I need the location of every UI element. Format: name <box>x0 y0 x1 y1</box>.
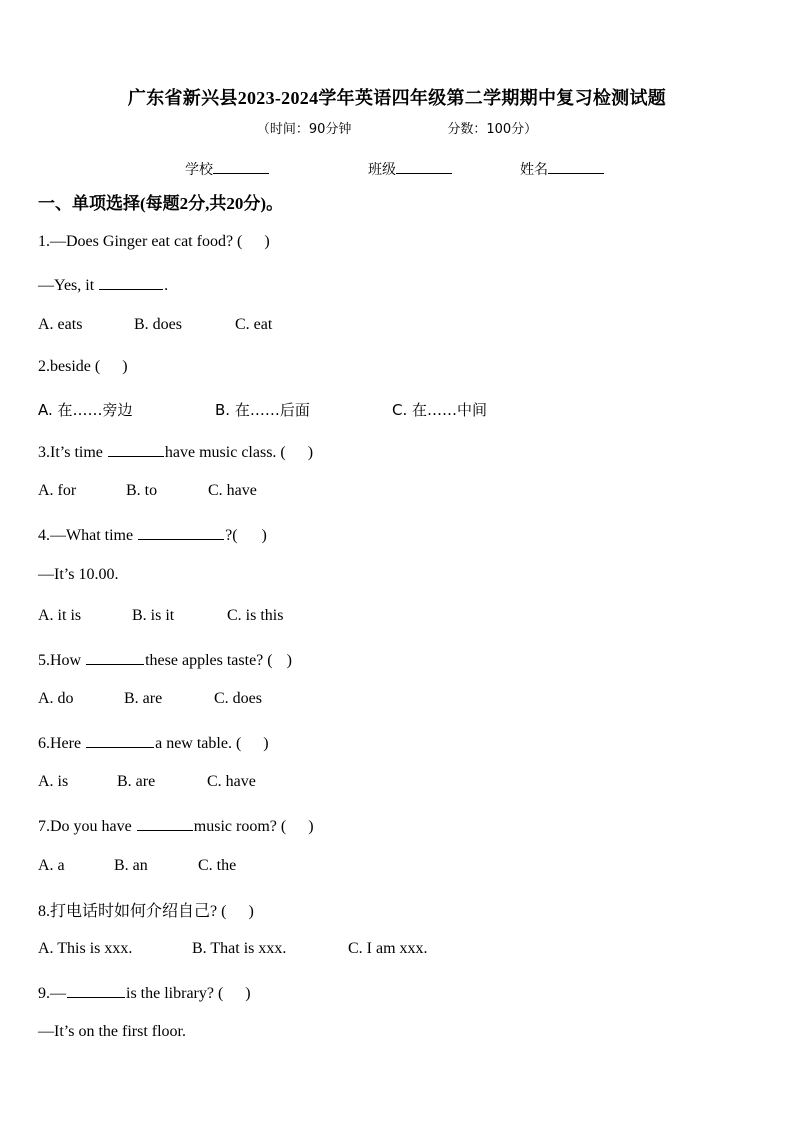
option-c[interactable]: C. have <box>207 773 256 790</box>
option-c[interactable]: C. 在……中间 <box>392 401 488 419</box>
exam-title: 广东省新兴县2023-2024学年英语四年级第二学期期中复习检测试题 <box>127 88 667 108</box>
question-9-answer-line: —It’s on the first floor. <box>38 1023 186 1040</box>
option-b[interactable]: B. does <box>134 316 182 333</box>
question-6: 6.Here a new table. ( ) <box>38 732 269 753</box>
option-b[interactable]: B. That is xxx. <box>192 940 287 957</box>
option-b[interactable]: B. are <box>124 690 163 707</box>
option-b[interactable]: B. to <box>126 482 158 499</box>
option-c[interactable]: C. I am xxx. <box>348 940 428 957</box>
option-b[interactable]: B. is it <box>132 607 175 624</box>
school-field: 学校 <box>185 159 213 179</box>
question-1-options <box>38 316 272 334</box>
question-1: 1.—Does Ginger eat cat food? ( ) <box>38 233 270 250</box>
answer-blank[interactable] <box>137 815 193 831</box>
question-4-answer-line: —It’s 10.00. <box>38 566 119 583</box>
question-3-options <box>38 482 257 500</box>
question-5: 5.How these apples taste? ( ) <box>38 649 292 670</box>
question-2: 2.beside ( ) <box>38 358 128 375</box>
option-b[interactable]: B. 在……后面 <box>215 401 310 419</box>
option-a[interactable]: A. 在……旁边 <box>38 401 133 419</box>
total-score: 分数：100分） <box>447 122 538 137</box>
question-7: 7.Do you have music room? ( ) <box>38 815 314 836</box>
question-5-options <box>38 690 262 708</box>
time-limit: （时间：90分钟 <box>256 122 352 137</box>
question-8: 8.打电话时如何介绍自己? ( ) <box>38 903 254 920</box>
option-a[interactable]: A. do <box>38 690 74 707</box>
question-7-options <box>38 857 236 875</box>
answer-blank[interactable] <box>67 982 125 998</box>
option-a[interactable]: A. is <box>38 773 69 790</box>
section-title: 一、单项选择(每题2分,共20分)。 <box>38 194 284 213</box>
option-b[interactable]: B. an <box>114 857 148 874</box>
option-c[interactable]: C. the <box>198 857 237 874</box>
answer-blank[interactable] <box>86 649 144 665</box>
option-c[interactable]: C. is this <box>227 607 284 624</box>
option-c[interactable]: C. have <box>208 482 257 499</box>
exam-subtitle <box>0 118 794 137</box>
option-a[interactable]: A. for <box>38 482 77 499</box>
option-a[interactable]: A. a <box>38 857 65 874</box>
question-8-options <box>38 940 428 958</box>
option-a[interactable]: A. This is xxx. <box>38 940 133 957</box>
class-blank[interactable] <box>396 159 452 174</box>
question-6-options <box>38 773 256 791</box>
name-field: 姓名 <box>520 159 548 179</box>
option-a[interactable]: A. eats <box>38 316 83 333</box>
question-2-options <box>38 399 487 420</box>
question-1-answer-line: —Yes, it . <box>38 274 168 295</box>
question-4-options <box>38 607 283 625</box>
answer-blank[interactable] <box>138 524 224 540</box>
answer-blank[interactable] <box>86 732 154 748</box>
class-field: 班级 <box>368 159 396 179</box>
option-c[interactable]: C. does <box>214 690 262 707</box>
answer-blank[interactable] <box>108 441 164 457</box>
answer-blank[interactable] <box>99 274 163 290</box>
option-c[interactable]: C. eat <box>235 316 273 333</box>
option-a[interactable]: A. it is <box>38 607 82 624</box>
question-3: 3.It’s time have music class. ( ) <box>38 441 313 462</box>
name-blank[interactable] <box>548 159 604 174</box>
school-blank[interactable] <box>213 159 269 174</box>
question-4: 4.—What time ?( ) <box>38 524 267 545</box>
option-b[interactable]: B. are <box>117 773 156 790</box>
question-9: 9.— is the library? ( ) <box>38 982 251 1003</box>
